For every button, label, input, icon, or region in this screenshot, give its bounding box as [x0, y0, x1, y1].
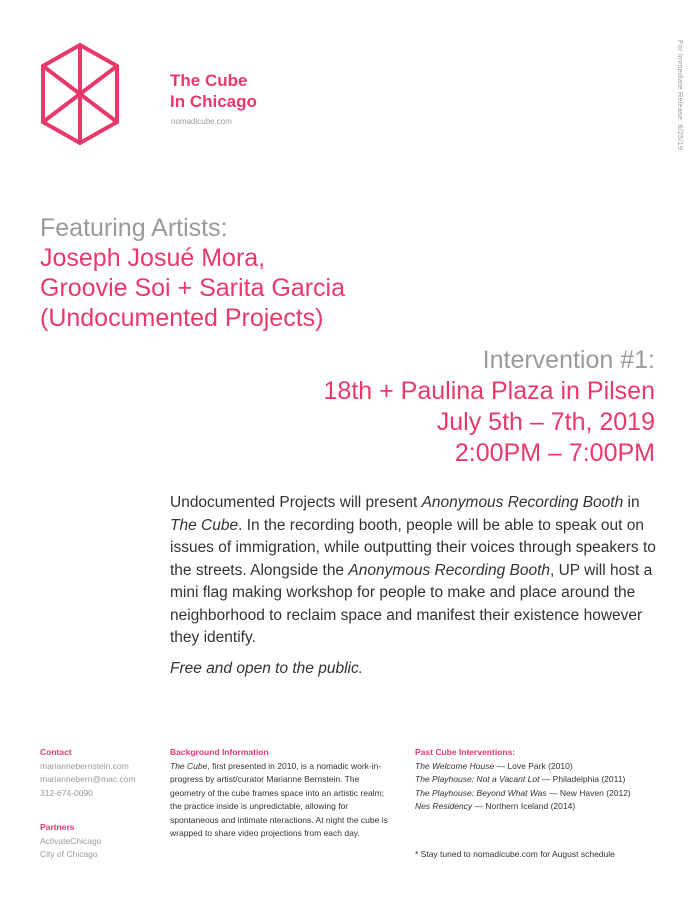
contact-heading: Contact	[40, 747, 72, 757]
past-item-detail: — Love Park (2010)	[494, 760, 573, 771]
desc-text: Undocumented Projects will present	[170, 494, 422, 511]
artist-line: (Undocumented Projects)	[40, 304, 324, 332]
partners-section	[40, 821, 160, 862]
work-title: Anonymous Recording Booth	[348, 561, 550, 579]
partner-item: City of Chicago	[40, 849, 98, 859]
past-item-title: Nes Residency	[415, 801, 473, 811]
intervention-time: 2:00PM – 7:00PM	[454, 439, 655, 467]
past-heading: Past Cube Interventions:	[415, 747, 516, 757]
past-item-detail: — Philadelphia (2011)	[539, 774, 626, 784]
cube-title: The Cube	[170, 760, 208, 771]
past-item-detail: — New Haven (2012)	[546, 787, 631, 798]
cube-title: The Cube	[170, 516, 239, 534]
past-item	[415, 800, 665, 814]
contact-phone: 312-674-0090	[40, 787, 93, 798]
past-item-title: The Playhouse: Not a Vacant Lot	[415, 774, 540, 784]
past-item	[415, 787, 665, 801]
past-interventions-section	[415, 746, 665, 814]
work-title: Anonymous Recording Booth	[421, 494, 624, 511]
contact-website[interactable]: mariannebernstein.com	[40, 760, 129, 771]
background-body: , first presented in 2010, is a nomadic work-in-progress by artist/curator Marianne Bernstein. The geometry of the cube frames space into an artistic realm; the practice inside is unpredictable, allowing for spontaneous and intimate nteractions. At night the cube is wrapped to share video projections from each day.	[170, 760, 388, 838]
partner-item: ActivateChicago	[40, 835, 102, 846]
background-text	[170, 761, 388, 839]
past-item	[415, 760, 665, 774]
brand-line-2: In Chicago	[170, 92, 257, 111]
brand-url: nomadicube.com	[171, 117, 232, 126]
partners-heading: Partners	[40, 822, 75, 832]
brand-line-1: The Cube	[170, 71, 248, 90]
desc-text: in	[623, 494, 640, 511]
cube-logo-icon	[40, 42, 120, 146]
release-note: For Immediate Release: 6/25/19	[676, 40, 685, 151]
featuring-heading: Featuring Artists:	[40, 214, 228, 242]
intervention-location: 18th + Paulina Plaza in Pilsen	[323, 377, 655, 405]
artist-line: Joseph Josué Mora,	[40, 244, 266, 272]
intervention-details	[324, 345, 655, 469]
past-item-detail: — Northern Iceland (2014)	[472, 801, 576, 811]
brand-title	[170, 70, 257, 112]
artist-line: Groovie Soi + Sarita Garcia	[40, 274, 345, 302]
contact-section	[40, 746, 160, 800]
featuring-artists	[40, 213, 345, 333]
background-heading: Background Information	[170, 747, 269, 757]
intervention-dates: July 5th – 7th, 2019	[436, 408, 655, 436]
background-section	[170, 746, 395, 841]
past-item	[415, 773, 665, 787]
desc-text: , UP will host a mini flag making workshop for people to make and place around the neighborhood to reclaim space and manifest their existence however they identify.	[170, 561, 653, 646]
desc-text: . In the recording booth, people will be able to speak out on issues of immigration, while outputting their voices through speakers to the streets. Alongside the	[170, 516, 656, 579]
past-item-title: The Playhouse: Beyond What Was	[415, 787, 547, 798]
past-item-title: The Welcome House	[415, 760, 495, 771]
schedule-note: * Stay tuned to nomadicube.com for August schedule	[415, 849, 615, 859]
intervention-heading: Intervention #1:	[482, 346, 655, 374]
contact-email[interactable]: mariannebern@mac.com	[40, 774, 136, 784]
description-paragraph	[170, 492, 660, 650]
free-admission-note: Free and open to the public.	[170, 660, 364, 677]
